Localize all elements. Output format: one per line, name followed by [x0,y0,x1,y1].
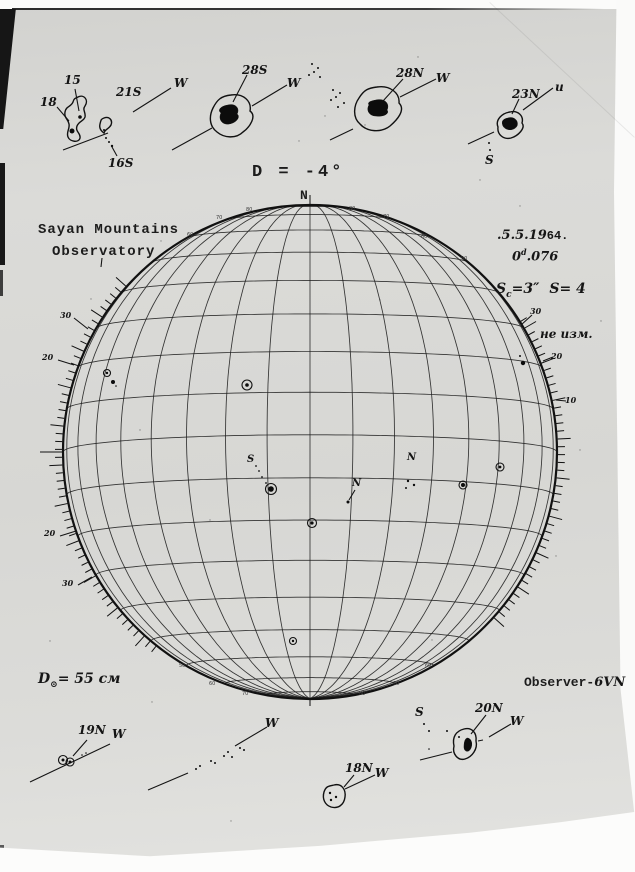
annotation-label: S [247,454,255,465]
observatory-line2: Observatory [52,243,156,260]
annotation-label: 50 [179,663,186,669]
annotation-label: 80 [246,207,253,213]
seeing-value: =3″ [511,281,540,297]
observatory-line1: Sayan Mountains [38,222,180,238]
annotation-label: N [352,478,362,489]
annotation-label: 28S [242,63,268,77]
annotation-label: u [555,80,564,94]
date-handwritten: .5.5.19 [497,228,547,243]
seeing-symbol: S [496,281,507,297]
north-pole-label: N [300,188,308,203]
annotation-label: 60 [209,681,216,687]
annotation-label: W [265,716,279,730]
observer-label: Observer- [524,675,595,690]
annotation-label: 70 [383,214,390,220]
annotation-label: W [174,76,188,90]
annotation-label: W [287,76,301,90]
seeing-quality [496,281,586,300]
image-diameter [38,671,120,690]
annotation-label: N [407,452,417,463]
annotation-label: S [485,153,494,167]
annotation-label: 15 [64,73,81,87]
annotation-label: 70 [216,215,223,221]
annotation-label: 28N [396,66,424,80]
time-base: 0 [512,249,522,265]
annotation-label: W [436,71,450,85]
seeing-value-2: S= 4 [549,281,586,297]
annotation-label: 60 [425,663,432,669]
time-fraction: .076 [526,249,559,265]
annotation-label: 30 [62,578,74,588]
annotation-label: 60 [187,232,194,238]
observer-initials: 6VN [594,675,626,690]
observatory-name [38,220,179,263]
seeing-subscript: c [506,289,512,300]
annotation-label: W [510,714,524,728]
diameter-symbol: D [38,671,51,687]
annotation-label: 80 [359,691,366,697]
annotation-label: W [375,766,389,780]
coordinate-grid [63,195,557,706]
annotation-label: 70 [242,691,249,697]
annotation-label: S [415,705,424,719]
annotation-label: 50 [461,256,468,262]
annotation-label: 80 [349,206,356,212]
observation-time [512,247,558,264]
annotation-label: 30 [60,310,72,320]
observer-line [524,674,625,690]
annotation-label: 23N [512,87,540,101]
sun-symbol: ⊙ [50,679,58,690]
declination-title: D = -4° [252,163,345,182]
annotation-label: W [112,727,126,741]
annotation-label: 21S [116,85,142,99]
annotation-label: 70 [393,681,400,687]
annotation-label: 18 [40,95,57,109]
annotation-label: 19N [78,723,106,737]
annotation-label: 20 [42,352,54,362]
annotation-label: 30 [530,306,542,316]
date-typed: 64. [546,229,569,243]
annotation-label: 60 [421,234,428,240]
annotation-label: 18N [345,761,373,775]
diameter-value: = 55 см [57,671,121,687]
annotation-label: 10 [565,395,577,405]
annotation-label: 20N [475,701,503,715]
annotation-label: 16S [108,156,134,170]
annotation-label: 20 [44,528,56,538]
time-superscript: d [521,247,527,257]
annotation-label: не изм. [540,327,593,341]
observation-date [497,228,568,243]
annotation-label: 20 [551,351,563,361]
